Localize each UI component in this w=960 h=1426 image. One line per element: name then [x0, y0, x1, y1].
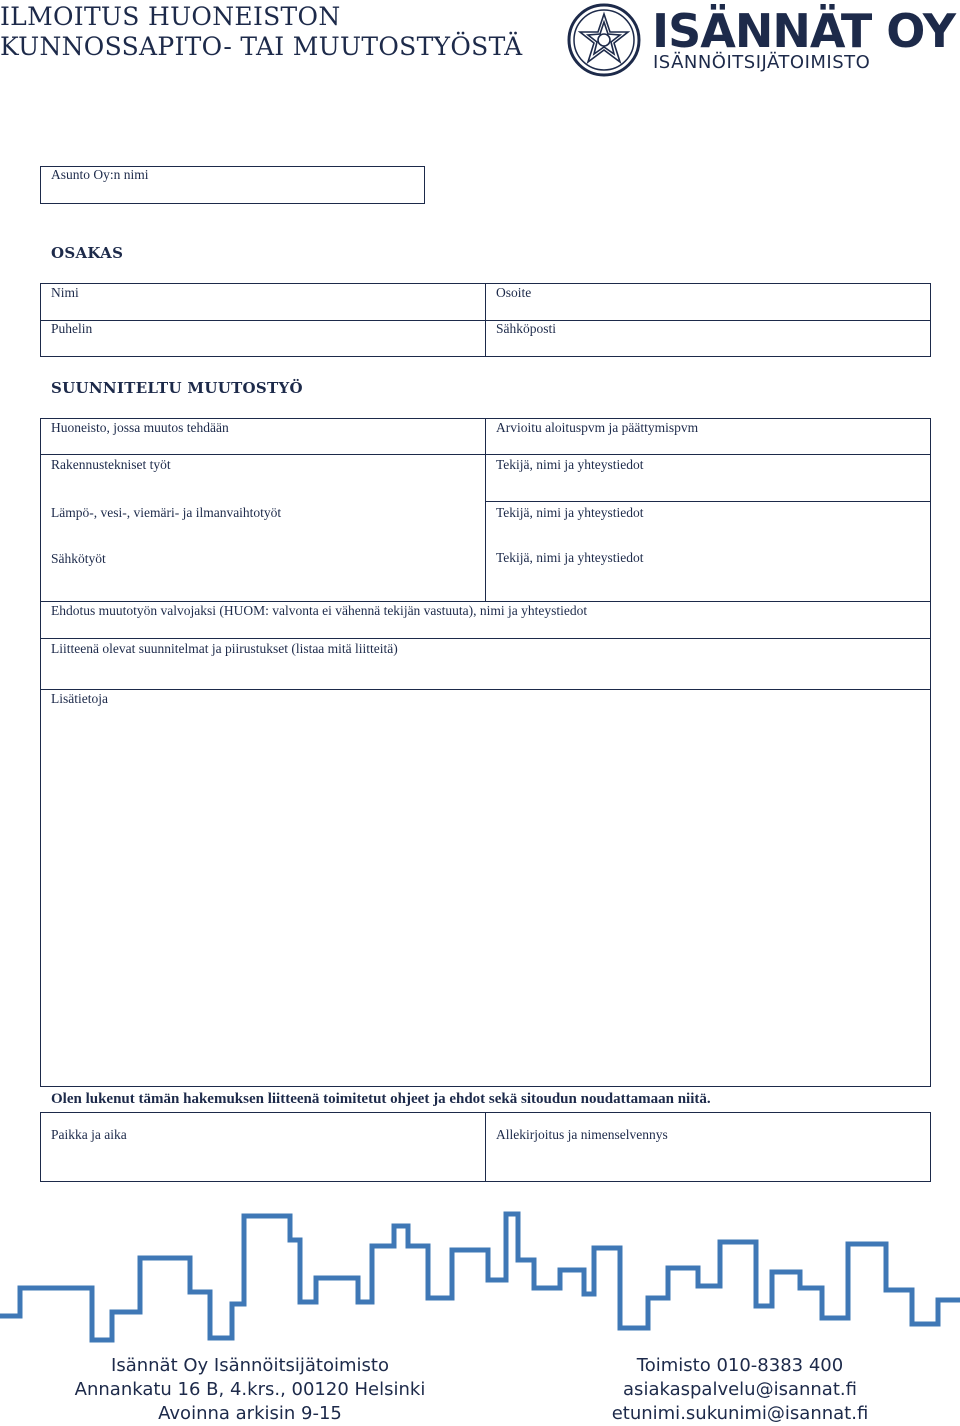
company-name-label: Asunto Oy:n nimi	[51, 167, 149, 182]
logo-name: ISÄNNÄT OY	[652, 4, 956, 58]
work-divider-3	[40, 601, 931, 602]
dates-label: Arvioitu aloituspvm ja päättymispvm	[496, 420, 699, 435]
electrical-contractor-label: Tekijä, nimi ja yhteystiedot	[496, 550, 644, 565]
owner-email-field[interactable]	[580, 321, 928, 356]
owner-name-field[interactable]	[110, 284, 482, 319]
attachments-label: Liitteenä olevat suunnitelmat ja piirustukset (listaa mitä liitteitä)	[51, 641, 398, 656]
work-heading: SUUNNITELTU MUUTOSTYÖ	[51, 379, 303, 397]
form-title-line1: ILMOITUS HUONEISTON	[0, 2, 341, 31]
work-divider-v	[485, 418, 486, 601]
place-time-field[interactable]	[41, 1145, 483, 1181]
supervisor-field[interactable]	[41, 619, 930, 637]
apartment-label: Huoneisto, jossa muutos tehdään	[51, 420, 229, 435]
footer-address: Annankatu 16 B, 4.krs., 00120 Helsinki	[74, 1379, 426, 1400]
work-divider-4	[40, 638, 931, 639]
supervisor-label: Ehdotus muutotyön valvojaksi (HUOM: valvonta ei vähennä tekijän vastuuta), nimi ja yhteystiedot	[51, 603, 588, 618]
footer-right	[560, 1354, 920, 1426]
additional-info-field[interactable]	[40, 689, 931, 1087]
form-title-line2: KUNNOSSAPITO- TAI MUUTOSTYÖSTÄ	[0, 32, 523, 61]
logo-subtitle: ISÄNNÖITSIJÄTOIMISTO	[653, 52, 871, 73]
signature-divider-v	[485, 1112, 486, 1182]
electrical-label: Sähkötyöt	[51, 551, 106, 566]
footer-phone: Toimisto 010-8383 400	[636, 1355, 844, 1376]
place-time-label: Paikka ja aika	[51, 1127, 127, 1142]
owner-divider-v	[485, 283, 486, 357]
owner-name-label: Nimi	[51, 285, 79, 300]
star-rosette-icon	[566, 2, 642, 78]
owner-email-label: Sähköposti	[496, 321, 557, 336]
city-skyline-icon	[0, 1208, 960, 1358]
construction-label: Rakennustekniset työt	[51, 457, 171, 472]
owner-heading: OSAKAS	[51, 244, 124, 262]
hvac-contractor-label: Tekijä, nimi ja yhteystiedot	[496, 505, 644, 520]
signature-label: Allekirjoitus ja nimenselvennys	[496, 1127, 668, 1142]
footer-hours: Avoinna arkisin 9-15	[158, 1403, 342, 1424]
footer-company: Isännät Oy Isännöitsijätoimisto	[111, 1355, 389, 1376]
declaration-text: Olen lukenut tämän hakemuksen liitteenä toimitetut ohjeet ja ehdot sekä sitoudun noudattamaan niitä.	[51, 1091, 711, 1107]
owner-phone-field[interactable]	[110, 321, 482, 356]
work-divider-2	[485, 501, 931, 502]
footer-service-email[interactable]: asiakaspalvelu@isannat.fi	[623, 1379, 857, 1400]
form-title	[0, 2, 523, 62]
additional-info-label: Lisätietoja	[51, 691, 108, 706]
owner-address-field[interactable]	[560, 284, 928, 319]
work-divider-1	[40, 454, 931, 455]
owner-phone-label: Puhelin	[51, 321, 93, 336]
signature-field[interactable]	[487, 1145, 929, 1181]
attachments-field[interactable]	[41, 657, 930, 688]
construction-contractor-label: Tekijä, nimi ja yhteystiedot	[496, 457, 644, 472]
footer-left	[70, 1354, 430, 1426]
footer-personal-email[interactable]: etunimi.sukunimi@isannat.fi	[611, 1403, 869, 1424]
hvac-label: Lämpö-, vesi-, viemäri- ja ilmanvaihtotyöt	[51, 505, 282, 520]
owner-address-label: Osoite	[496, 285, 532, 300]
